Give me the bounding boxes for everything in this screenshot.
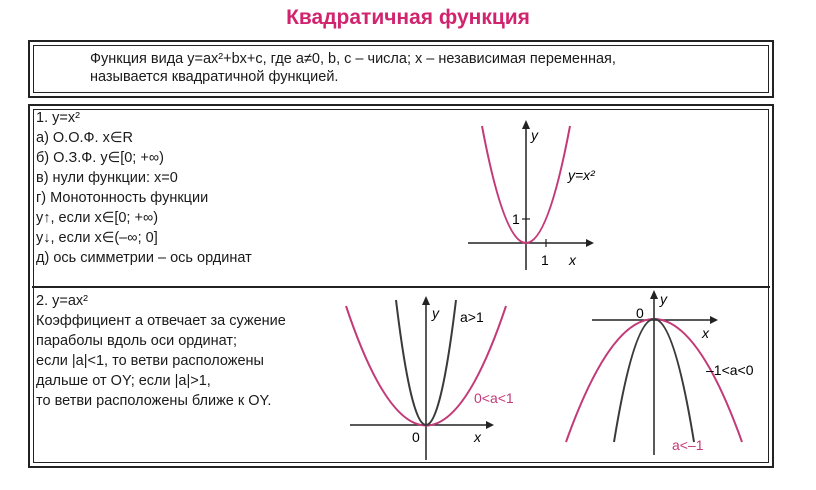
- definition-line-2: называется квадратичной функцией.: [90, 69, 339, 85]
- range-text: б) О.З.Ф. y∈[0; +∞): [36, 150, 165, 166]
- zeros-text: в) нули функции: x=0: [36, 170, 178, 186]
- narrow-label: a<–1: [672, 437, 704, 453]
- narrow-label: a>1: [460, 309, 484, 325]
- page-title: Квадратичная функция: [286, 6, 530, 29]
- increasing-text: y↑, если x∈[0; +∞): [36, 210, 159, 226]
- domain-text: а) О.О.Ф. x∈R: [36, 130, 133, 146]
- x-one-label: 1: [541, 252, 549, 268]
- section-2-text: [36, 291, 336, 411]
- wide-label: –1<a<0: [706, 362, 754, 378]
- y-one-label: 1: [512, 211, 520, 227]
- curve-label: y=x²: [568, 167, 595, 183]
- section-2-line-1: Коэффициент a отвечает за сужение: [36, 313, 286, 329]
- monotonicity-text: г) Монотонность функции: [36, 190, 209, 206]
- section-2-heading: 2. y=ax²: [36, 293, 88, 309]
- section-1-heading: 1. y=x²: [36, 110, 80, 126]
- decreasing-text: y↓, если x∈(–∞; 0]: [36, 230, 158, 246]
- definition-box: [28, 40, 774, 98]
- section-1-properties: [36, 108, 252, 268]
- x-axis-label: x: [474, 429, 481, 445]
- y-axis-label: y: [531, 127, 538, 143]
- origin-label: 0: [412, 429, 420, 445]
- definition-text: [90, 50, 750, 86]
- section-divider: [32, 286, 770, 288]
- x-axis-label: x: [702, 325, 709, 341]
- y-axis-label: y: [432, 305, 439, 321]
- section-2-line-4: дальше от OY; если |a|>1,: [36, 373, 211, 389]
- y-axis-label: y: [660, 291, 667, 307]
- wide-label: 0<a<1: [474, 390, 514, 406]
- symmetry-text: д) ось симметрии – ось ординат: [36, 250, 252, 266]
- x-axis-label: x: [569, 252, 576, 268]
- section-2-line-3: если |a|<1, то ветви расположены: [36, 353, 264, 369]
- section-2-line-2: параболы вдоль оси ординат;: [36, 333, 238, 349]
- origin-label: 0: [636, 305, 644, 321]
- section-2-line-5: то ветви расположены ближе к OY.: [36, 393, 272, 409]
- definition-line-1: Функция вида y=ax²+bx+c, где a≠0, b, c – числа; x – независимая переменная,: [90, 51, 616, 67]
